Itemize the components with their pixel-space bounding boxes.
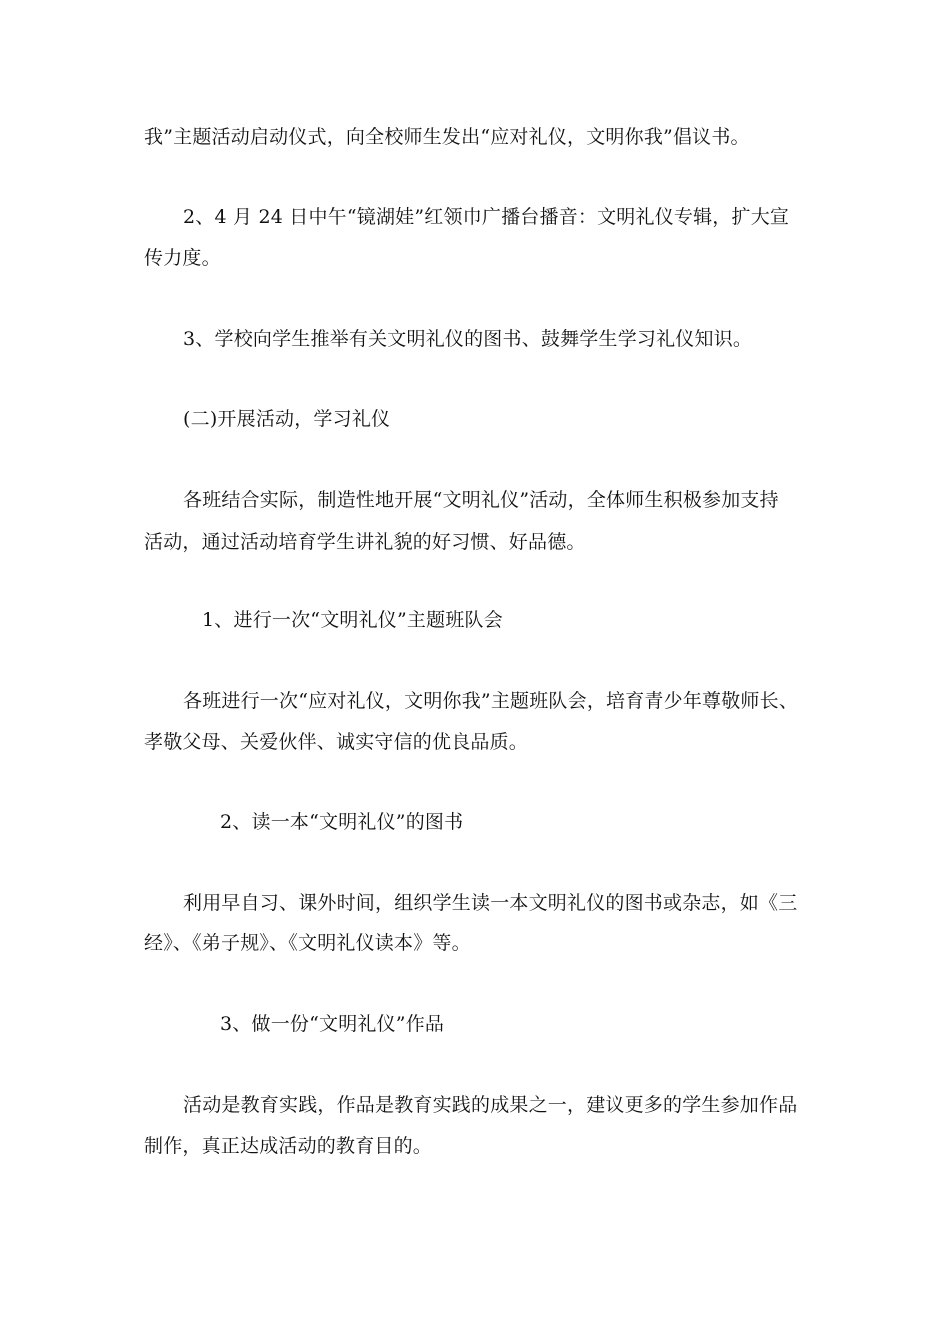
subsection-heading: 3、做一份“文明礼仪”作品 [220, 1013, 445, 1035]
paragraph-line: 利用早自习、课外时间，组织学生读一本文明礼仪的图书或杂志，如《三 [183, 892, 798, 914]
subsection-heading: 1、进行一次“文明礼仪”主题班队会 [202, 609, 503, 631]
paragraph-line: 制作，真正达成活动的教育目的。 [144, 1135, 433, 1157]
paragraph-line: 传力度。 [144, 247, 221, 269]
paragraph-line: 各班结合实际，制造性地开展“文明礼仪”活动，全体师生积极参加支持 [183, 489, 779, 511]
list-item-line: 2、4 月 24 日中午“镜湖娃”红领巾广播台播音：文明礼仪专辑，扩大宣 [183, 206, 790, 228]
paragraph-line: 活动是教育实践，作品是教育实践的成果之一，建议更多的学生参加作品 [183, 1094, 798, 1116]
section-heading: (二)开展活动，学习礼仪 [183, 408, 391, 430]
paragraph-line: 各班进行一次“应对礼仪，文明你我”主题班队会，培育青少年尊敬师长、 [183, 690, 799, 712]
paragraph-line: 孝敬父母、关爱伙伴、诚实守信的优良品质。 [144, 731, 529, 753]
list-item-line: 3、学校向学生推举有关文明礼仪的图书、鼓舞学生学习礼仪知识。 [183, 328, 753, 350]
paragraph-line: 活动，通过活动培育学生讲礼貌的好习惯、好品德。 [144, 531, 586, 553]
paragraph-line: 我”主题活动启动仪式，向全校师生发出“应对礼仪，文明你我”倡议书。 [144, 126, 750, 148]
subsection-heading: 2、读一本“文明礼仪”的图书 [220, 811, 464, 833]
paragraph-line: 经》、《弟子规》、《文明礼仪读本》等。 [144, 932, 471, 954]
